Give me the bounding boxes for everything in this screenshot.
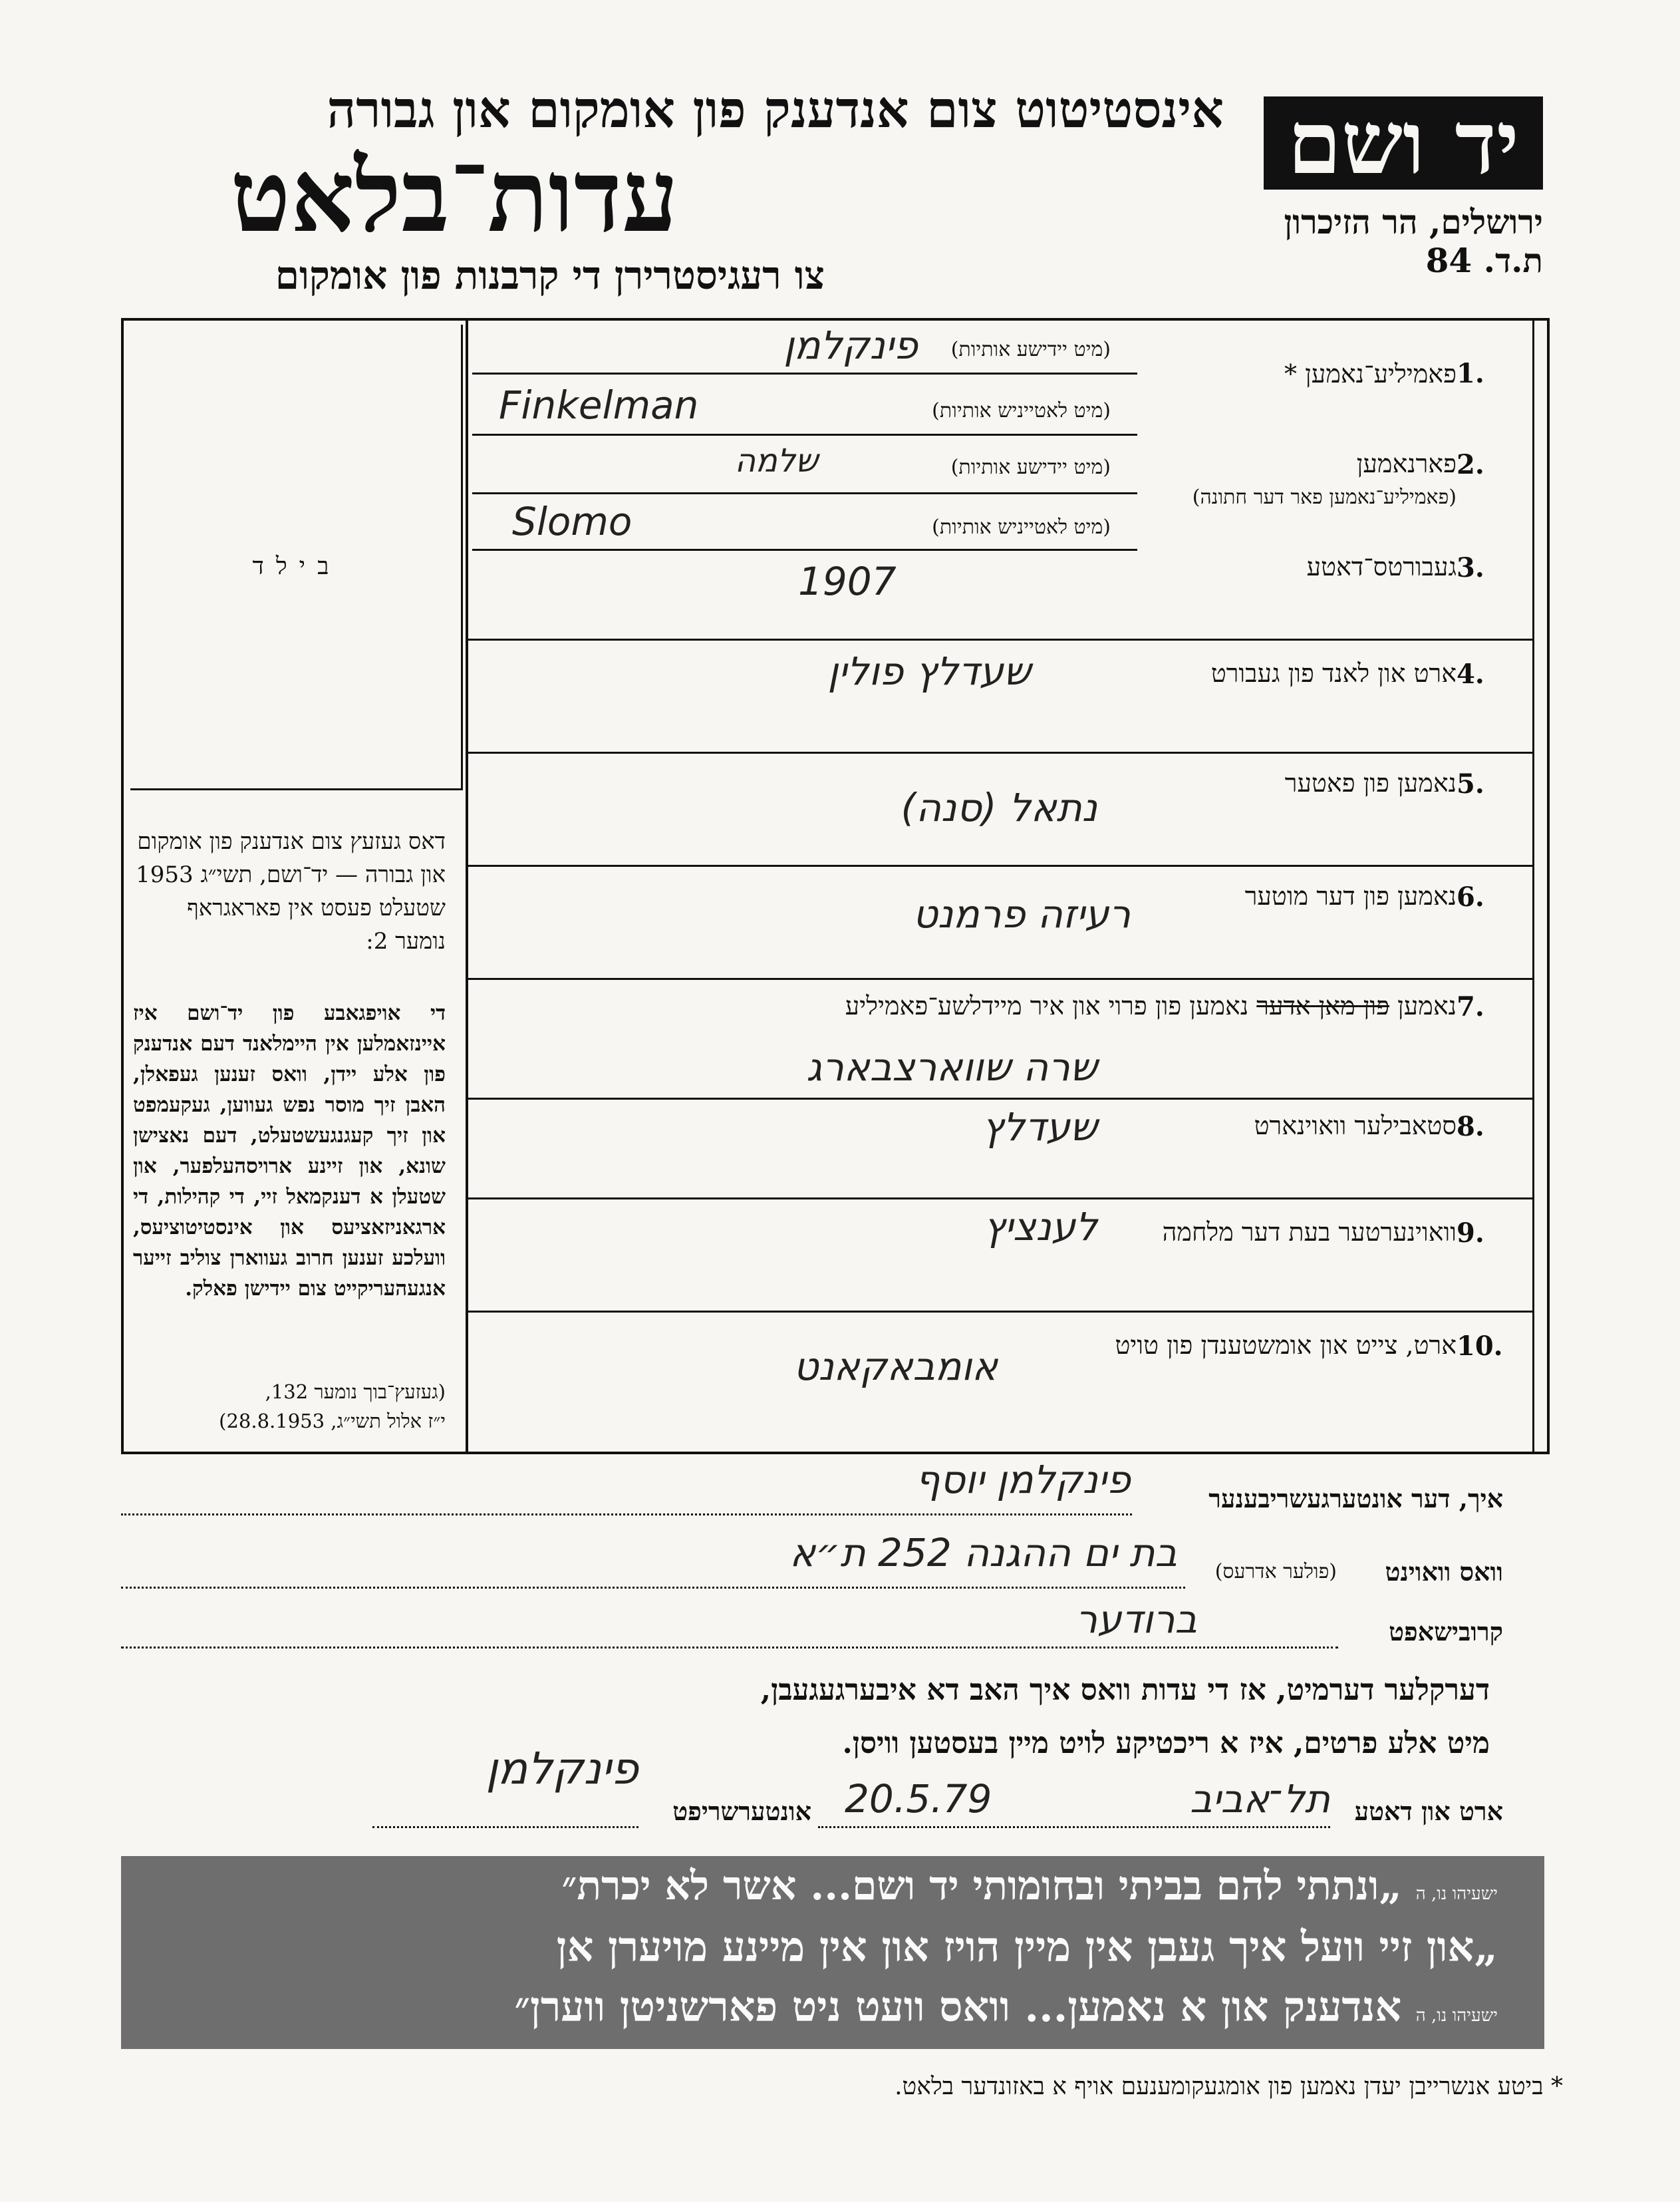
field-label-wartime-residence: וואוינערטער בעת דער מלחמה bbox=[1162, 1217, 1457, 1247]
field-label-death-circumstances: ארט, צייט און אומשטענדן פון טויט bbox=[1115, 1331, 1457, 1360]
submitter-relation-label: קרובישאפט bbox=[1389, 1617, 1503, 1647]
field-number: 2. bbox=[1457, 449, 1484, 480]
field-line bbox=[472, 434, 1137, 436]
form-margin-line bbox=[1532, 318, 1534, 1454]
field-number: 8. bbox=[1457, 1111, 1484, 1142]
dotted-line bbox=[121, 1587, 1185, 1589]
row-separator bbox=[466, 639, 1532, 641]
logo-address-line2: ת.ד. 84 bbox=[1425, 241, 1543, 280]
field-value-family-name-latin[interactable]: Finkelman bbox=[499, 383, 699, 428]
verse-hebrew bbox=[354, 1863, 1498, 1909]
row-separator bbox=[466, 752, 1532, 754]
hint-yiddish: (מיט יידישע אותיות) bbox=[950, 338, 1111, 361]
field-value-first-name-latin[interactable]: Slomo bbox=[512, 499, 632, 544]
field-value-family-name-yiddish[interactable]: פינקלמן bbox=[783, 323, 918, 368]
field-label-mother-name: נאמען פון דער מוטער bbox=[1244, 881, 1457, 911]
signature-value[interactable]: פינקלמן bbox=[486, 1743, 638, 1794]
submitter-name-label: איך, דער אונטערגעשריבענער bbox=[1208, 1484, 1503, 1513]
field-value-death-circumstances[interactable]: אומבאקאנט bbox=[793, 1344, 998, 1389]
date-value[interactable]: 20.5.79 bbox=[845, 1776, 992, 1821]
verse-reference: ישעיהו נו, ה bbox=[1415, 1884, 1498, 1904]
legal-reference bbox=[133, 1377, 446, 1436]
submitter-address-label: וואס וואוינט bbox=[1385, 1557, 1503, 1587]
declaration-line2: מיט אלע פרטים, איז א ריכטיקע לויט מיין בעסטען וויסן. bbox=[842, 1726, 1490, 1760]
legal-body: די אויפגאבע פון יד־ושם איז איינזאמלען אין היימלאנד דעם אנדענק פון אלע יידן, וואס זענען געפאלן, האבן זיך מוסר נפש געווען, געקעמפט און זיך קעגנגעשטעלט, דעם נאצישן שונא, און זיינע ארויסהעלפער, און שטעלן א דענקמאל זיי, די קהילות, די ארגאניזאציעס און אינסטיטוציעס, וועלכע זענען חרוב געווארן צוליב זייער אנגעהעריקייט צום יידישן פאלק. bbox=[133, 1001, 446, 1301]
place-date-label: ארט און דאטע bbox=[1354, 1796, 1503, 1826]
field-number: 3. bbox=[1457, 552, 1484, 583]
hint-latin: (מיט לאטייניש אותיות) bbox=[932, 399, 1111, 422]
field-value-birth-date[interactable]: 1907 bbox=[798, 559, 897, 604]
verse-text: אנדענק און א נאמען... וואס וועט ניט פארשניטן ווערן״ bbox=[514, 1982, 1402, 2031]
place-value[interactable]: תל־אביב bbox=[1190, 1776, 1330, 1821]
submitter-address-note: (פולער אדרעס) bbox=[1214, 1560, 1337, 1583]
field-value-father-name[interactable]: נתאל (סנה) bbox=[901, 785, 1097, 830]
row-separator bbox=[466, 978, 1532, 980]
field-value-birthplace[interactable]: שעדלץ פולין bbox=[827, 649, 1031, 694]
field-label-note: (פאמיליע־נאמען פאר דער חתונה) bbox=[1192, 486, 1457, 509]
field-line bbox=[472, 373, 1137, 375]
photo-label: בילד bbox=[252, 553, 341, 580]
logo-address-line1: ירושלים, הר הזיכרון bbox=[1284, 202, 1543, 241]
signature-label: אונטערשריפט bbox=[672, 1796, 811, 1826]
field-number: 4. bbox=[1457, 659, 1484, 690]
field-value-mother-name[interactable]: רעיזה פרמנט bbox=[912, 891, 1131, 937]
row-separator bbox=[466, 1197, 1532, 1199]
field-number: 10. bbox=[1457, 1331, 1503, 1362]
row-separator bbox=[466, 1098, 1532, 1100]
declaration-line1: דערקלער דערמיט, אז די עדות וואס איך האב דא איבערגעגעבן, bbox=[760, 1673, 1490, 1707]
field-number: 9. bbox=[1457, 1217, 1484, 1249]
field-number: 6. bbox=[1457, 881, 1484, 913]
yad-vashem-logo: יד ושם bbox=[1264, 96, 1543, 190]
field-label-wife-text: נאמען פון פרוי און איר מיידלשע־פאמיליע bbox=[845, 991, 1249, 1021]
legal-reference-line1: (געזעץ־בוך נומער 132, bbox=[265, 1380, 446, 1403]
hint-latin: (מיט לאטייניש אותיות) bbox=[932, 516, 1111, 539]
field-value-wife-name[interactable]: שרה שווארצבארג bbox=[806, 1044, 1097, 1090]
form-divider bbox=[466, 318, 468, 1454]
field-value-wartime-residence[interactable]: לענציץ bbox=[983, 1204, 1097, 1249]
field-line bbox=[472, 549, 1137, 551]
submitter-address-value[interactable]: בת ים ההגנה 252 ת״א bbox=[789, 1530, 1177, 1575]
field-number: 7. bbox=[1457, 991, 1484, 1022]
field-value-permanent-residence[interactable]: שעדלץ bbox=[982, 1104, 1097, 1150]
legal-heading: דאס געזעץ צום אנדענק פון אומקום און גבורה — יד־ושם, תשי״ג 1953 שטעלט פעסט אין פאראגראף נומער 2: bbox=[136, 828, 446, 955]
field-value-first-name-yiddish[interactable]: שלמה bbox=[734, 442, 818, 480]
field-label-birthplace: ארט און לאנד פון געבורט bbox=[1210, 659, 1457, 688]
field-label-wife-name bbox=[765, 991, 1457, 1021]
hint-yiddish: (מיט יידישע אותיות) bbox=[950, 456, 1111, 479]
struck-text: פון מאן אדער bbox=[1256, 991, 1390, 1021]
institute-title: אינסטיטוט צום אנדענק פון אומקום און גבורה bbox=[327, 80, 1224, 139]
verse-reference: ישעיהו נו, ה bbox=[1415, 2006, 1498, 2026]
dotted-line bbox=[121, 1513, 1132, 1515]
field-label-birth-date: געבורטס־דאטע bbox=[1306, 552, 1457, 581]
page-title: עדות־בלאט bbox=[230, 138, 678, 255]
page-subtitle: צו רעגיסטרירן די קרבנות פון אומקום bbox=[275, 253, 825, 298]
field-label-wife-prefix: נאמען bbox=[1389, 991, 1457, 1021]
row-separator bbox=[466, 1311, 1532, 1313]
submitter-relation-value[interactable]: ברודער bbox=[1075, 1597, 1197, 1642]
field-label-first-name: פארנאמען bbox=[1356, 449, 1457, 478]
verse-text: „ונתתי להם בביתי ובחומותי יד ושם... אשר לא יכרת״ bbox=[561, 1863, 1402, 1909]
field-label-permanent-residence: סטאבילער וואוינארט bbox=[1254, 1111, 1457, 1140]
field-number: 1. bbox=[1457, 358, 1484, 389]
verse-banner bbox=[121, 1856, 1544, 2049]
dotted-line bbox=[121, 1647, 1338, 1649]
dotted-line bbox=[818, 1826, 1330, 1828]
legal-reference-line2: י״ז אלול תשי״ג, 28.8.1953) bbox=[219, 1410, 446, 1432]
field-line bbox=[472, 492, 1137, 494]
footnote: * ביטע אנשרייבן יעדן נאמען פון אומגעקומענעם אויף א באזונדער בלאט. bbox=[895, 2073, 1563, 2100]
verse-yiddish-line2 bbox=[201, 1982, 1498, 2032]
field-label-family-name: פאמיליע־נאמען * bbox=[1284, 359, 1457, 389]
field-label-father-name: נאמען פון פאטער bbox=[1284, 768, 1457, 798]
dotted-line bbox=[372, 1826, 638, 1828]
row-separator bbox=[466, 865, 1532, 867]
submitter-name-value[interactable]: פינקלמן יוסף bbox=[915, 1457, 1131, 1502]
verse-yiddish-line1: „און זיי וועל איך געבן אין מיין הויז און אין מיינע מויערן אן bbox=[556, 1923, 1498, 1971]
field-number: 5. bbox=[1457, 768, 1484, 800]
logo-address bbox=[1250, 203, 1543, 280]
